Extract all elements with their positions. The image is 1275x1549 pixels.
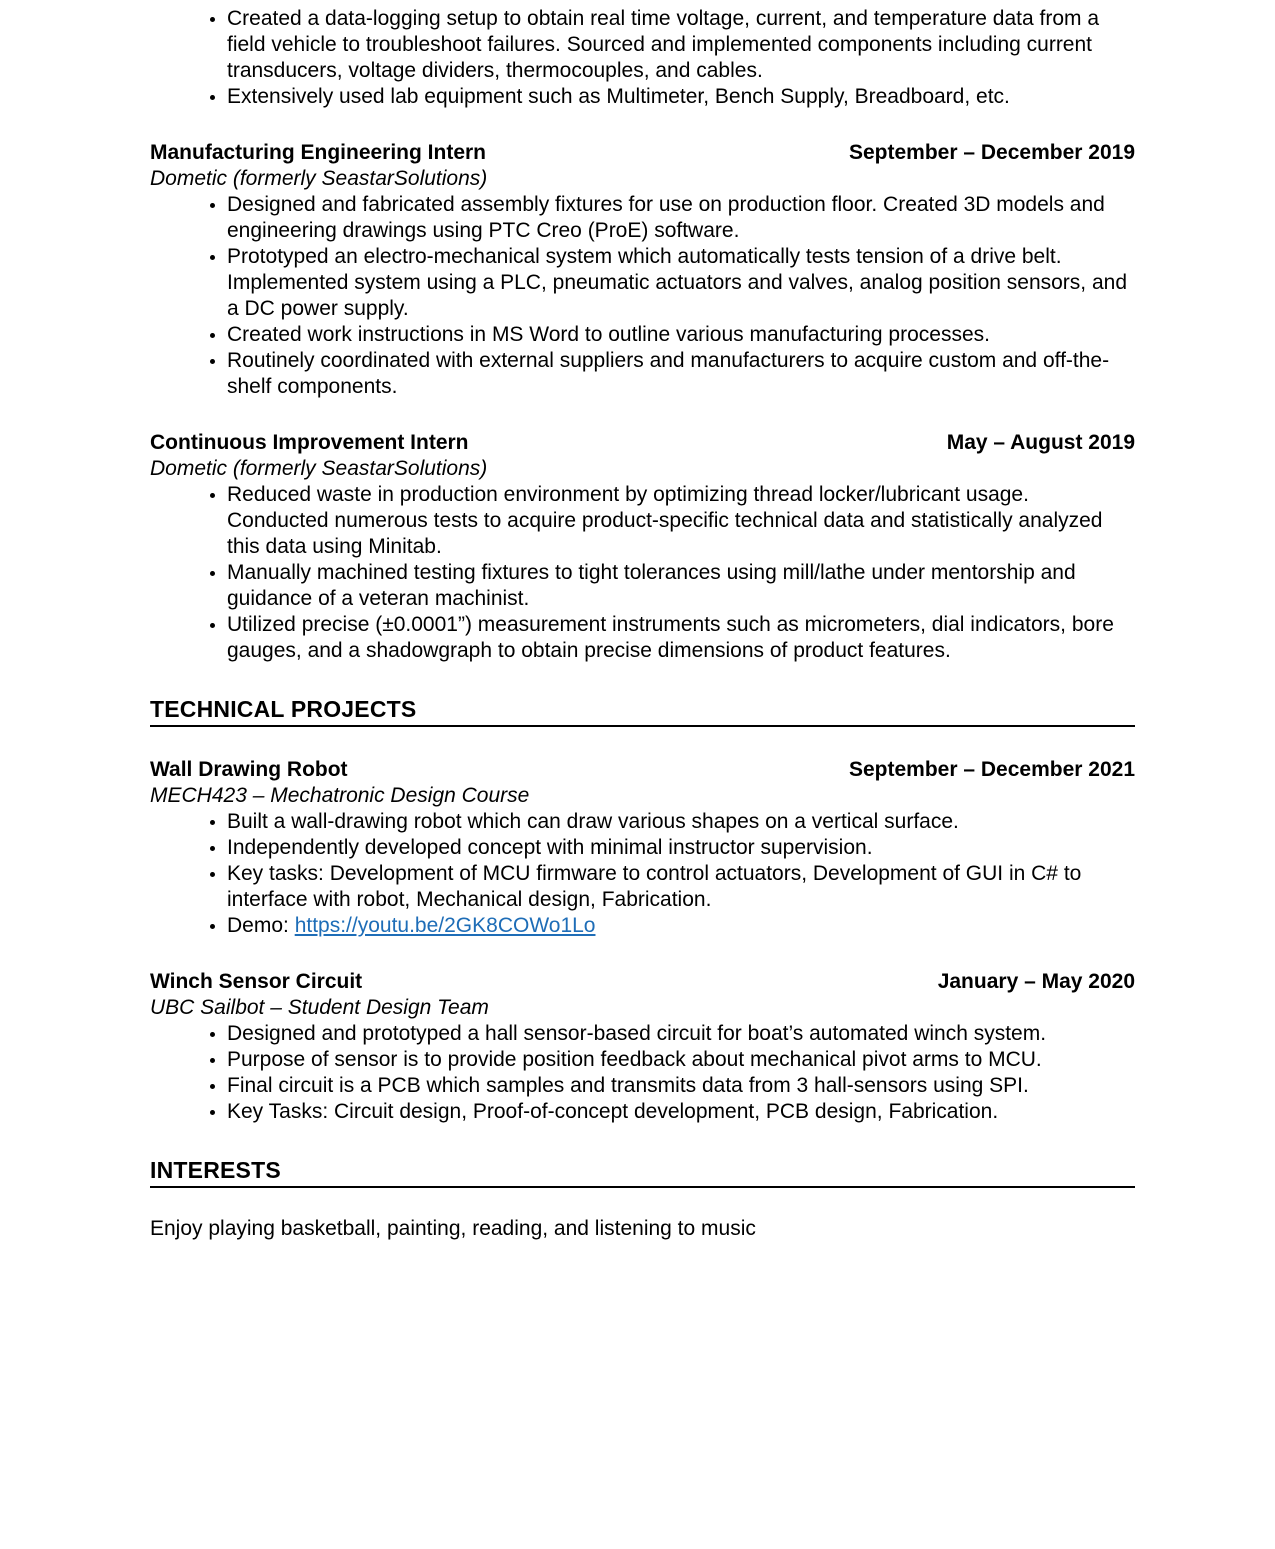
bullet-item: • Final circuit is a PCB which samples and transmits data from 3 hall-sensors using SPI. — [227, 1073, 1135, 1099]
project-title: Winch Sensor Circuit — [150, 970, 363, 993]
project-title: Wall Drawing Robot — [150, 758, 348, 781]
bullet-item: • Extensively used lab equipment such as Multimeter, Bench Supply, Breadboard, etc. — [227, 84, 1135, 110]
bullet-item: • Reduced waste in production environment by optimizing thread locker/lubricant usage. Conducted numerous tests to acquire product-specific technical data and statistically analyzed this data using Minitab. — [227, 482, 1135, 560]
job-bullets — [150, 482, 1135, 664]
interests-text: Enjoy playing basketball, painting, reading, and listening to music — [150, 1217, 756, 1240]
bullet-item-demo — [227, 913, 1135, 939]
project-header-wall-drawing-robot — [150, 757, 1135, 783]
bullet-item: • Manually machined testing fixtures to tight tolerances using mill/lathe under mentorship and guidance of a veteran machinist. — [227, 560, 1135, 612]
project-bullets — [150, 809, 1135, 939]
bullet-item: • Designed and prototyped a hall sensor-based circuit for boat’s automated winch system. — [227, 1021, 1135, 1047]
demo-video-link[interactable]: https://youtu.be/2GK8COWo1Lo — [294, 914, 596, 937]
bullet-item: • Designed and fabricated assembly fixtures for use on production floor. Created 3D models and engineering drawings using PTC Creo (ProE) software. — [227, 192, 1135, 244]
job-title: Manufacturing Engineering Intern — [150, 141, 487, 164]
bullet-item: • Created work instructions in MS Word to outline various manufacturing processes. — [227, 322, 1135, 348]
bullet-item: • Routinely coordinated with external suppliers and manufacturers to acquire custom and off-the-shelf components. — [227, 348, 1135, 400]
experience-continued-bullets — [150, 6, 1135, 110]
bullet-item: • Purpose of sensor is to provide position feedback about mechanical pivot arms to MCU. — [227, 1047, 1135, 1073]
project-subtitle: MECH423 – Mechatronic Design Course — [150, 784, 530, 807]
bullet-item: • Independently developed concept with minimal instructor supervision. — [227, 835, 1135, 861]
project-bullets — [150, 1021, 1135, 1125]
project-dates: January – May 2020 — [937, 970, 1135, 993]
section-heading-technical-projects: TECHNICAL PROJECTS — [150, 696, 1135, 727]
project-dates: September – December 2021 — [849, 758, 1135, 781]
job-dates: May – August 2019 — [946, 431, 1135, 454]
section-heading-interests: INTERESTS — [150, 1157, 1135, 1188]
job-dates: September – December 2019 — [849, 141, 1135, 164]
job-header-continuous-improvement-intern — [150, 430, 1135, 456]
bullet-item: • Created a data-logging setup to obtain real time voltage, current, and temperature data from a field vehicle to troubleshoot failures. Sourced and implemented components including current transducers, voltage dividers, thermocouples, and cables. — [227, 6, 1135, 84]
project-header-winch-sensor-circuit — [150, 969, 1135, 995]
job-header-manufacturing-engineering-intern — [150, 140, 1135, 166]
job-company: Dometic (formerly SeastarSolutions) — [150, 167, 488, 190]
bullet-item: • Key Tasks: Circuit design, Proof-of-concept development, PCB design, Fabrication. — [227, 1099, 1135, 1125]
bullet-item: • Built a wall-drawing robot which can draw various shapes on a vertical surface. — [227, 809, 1135, 835]
bullet-item: • Key tasks: Development of MCU firmware to control actuators, Development of GUI in C# to interface with robot, Mechanical design, Fabrication. — [227, 861, 1135, 913]
bullet-item: • Utilized precise (±0.0001”) measurement instruments such as micrometers, dial indicators, bore gauges, and a shadowgraph to obtain precise dimensions of product features. — [227, 612, 1135, 664]
job-company: Dometic (formerly SeastarSolutions) — [150, 457, 488, 480]
job-bullets — [150, 192, 1135, 400]
demo-label: Demo: — [227, 914, 295, 937]
project-subtitle: UBC Sailbot – Student Design Team — [150, 996, 489, 1019]
bullet-item: • Prototyped an electro-mechanical system which automatically tests tension of a drive belt. Implemented system using a PLC, pneumatic actuators and valves, analog position sensors, and a DC power supply. — [227, 244, 1135, 322]
job-title: Continuous Improvement Intern — [150, 431, 469, 454]
